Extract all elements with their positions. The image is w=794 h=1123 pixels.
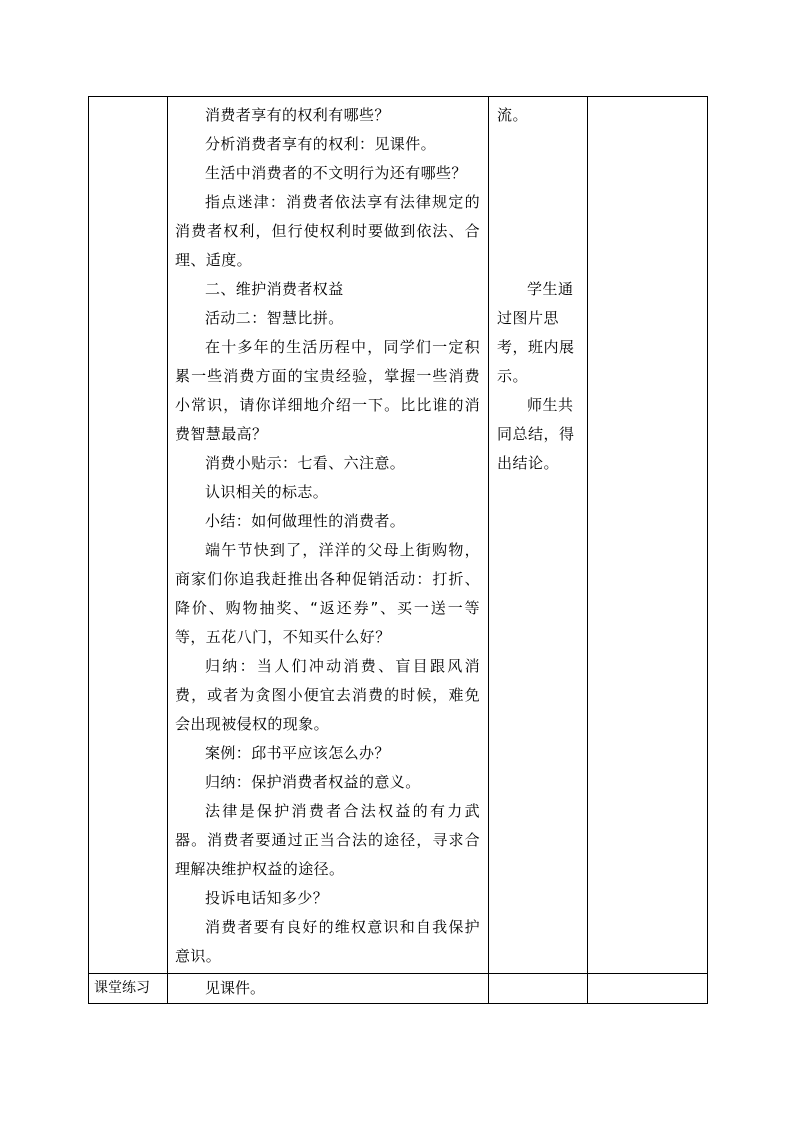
- empty-cell: [489, 974, 588, 1004]
- paragraph: 活动二：智慧比拼。: [205, 309, 344, 327]
- empty-cell: [588, 974, 708, 1004]
- practice-content: 见课件。: [205, 979, 266, 997]
- paragraph: 消费小贴示：七看、六注意。: [205, 454, 406, 472]
- section-label-cell: [89, 97, 168, 974]
- paragraph: 归纳：当人们冲动消费、盲目跟风消费，或者为贪图小便宜去消费的时候，难免会出现被侵权的现象。: [175, 657, 480, 733]
- paragraph: 在十多年的生活历程中，同学们一定积累一些消费方面的宝贵经验，掌握一些消费小常识，请你详细地介绍一下。比比谁的消费智慧最高？: [175, 338, 480, 443]
- notes-cell: [588, 97, 708, 974]
- practice-content-cell: [168, 974, 489, 1004]
- section-heading: 二、维护消费者权益: [205, 280, 344, 298]
- paragraph: 案例：邱书平应该怎么办？: [205, 744, 390, 762]
- practice-label: 课堂练习: [89, 974, 168, 1004]
- student-activity-text: 学生通过图片思考，班内展示。: [497, 280, 575, 385]
- paragraph: 生活中消费者的不文明行为还有哪些？: [205, 164, 467, 182]
- table-row: [89, 974, 708, 1004]
- paragraph: 消费者要有良好的维权意识和自我保护意识。: [175, 918, 480, 965]
- spacer: [497, 130, 581, 275]
- student-activity-text: 师生共同总结，得出结论。: [497, 396, 575, 472]
- paragraph: 小结：如何做理性的消费者。: [205, 512, 406, 530]
- paragraph: 认识相关的标志。: [205, 483, 329, 501]
- paragraph: 分析消费者享有的权利：见课件。: [205, 135, 437, 153]
- teaching-process-cell: [168, 97, 489, 974]
- student-activity-cell: [489, 97, 588, 974]
- student-activity-text: 流。: [497, 106, 529, 124]
- paragraph: 归纳：保护消费者权益的意义。: [205, 773, 421, 791]
- paragraph: 法律是保护消费者合法权益的有力武器。消费者要通过正当合法的途径，寻求合理解决维护权益的途径。: [175, 802, 480, 878]
- paragraph: 端午节快到了，洋洋的父母上街购物，商家们你追我赶推出各种促销活动：打折、降价、购物抽奖、“返还券”、买一送一等等，五花八门，不知买什么好？: [175, 541, 480, 646]
- table-row: [89, 97, 708, 974]
- lesson-plan-table: [88, 96, 708, 1004]
- paragraph: 消费者享有的权利有哪些？: [205, 106, 390, 124]
- paragraph: 指点迷津：消费者依法享有法律规定的消费者权利，但行使权利时要做到依法、合理、适度。: [175, 193, 480, 269]
- paragraph: 投诉电话知多少？: [205, 889, 329, 907]
